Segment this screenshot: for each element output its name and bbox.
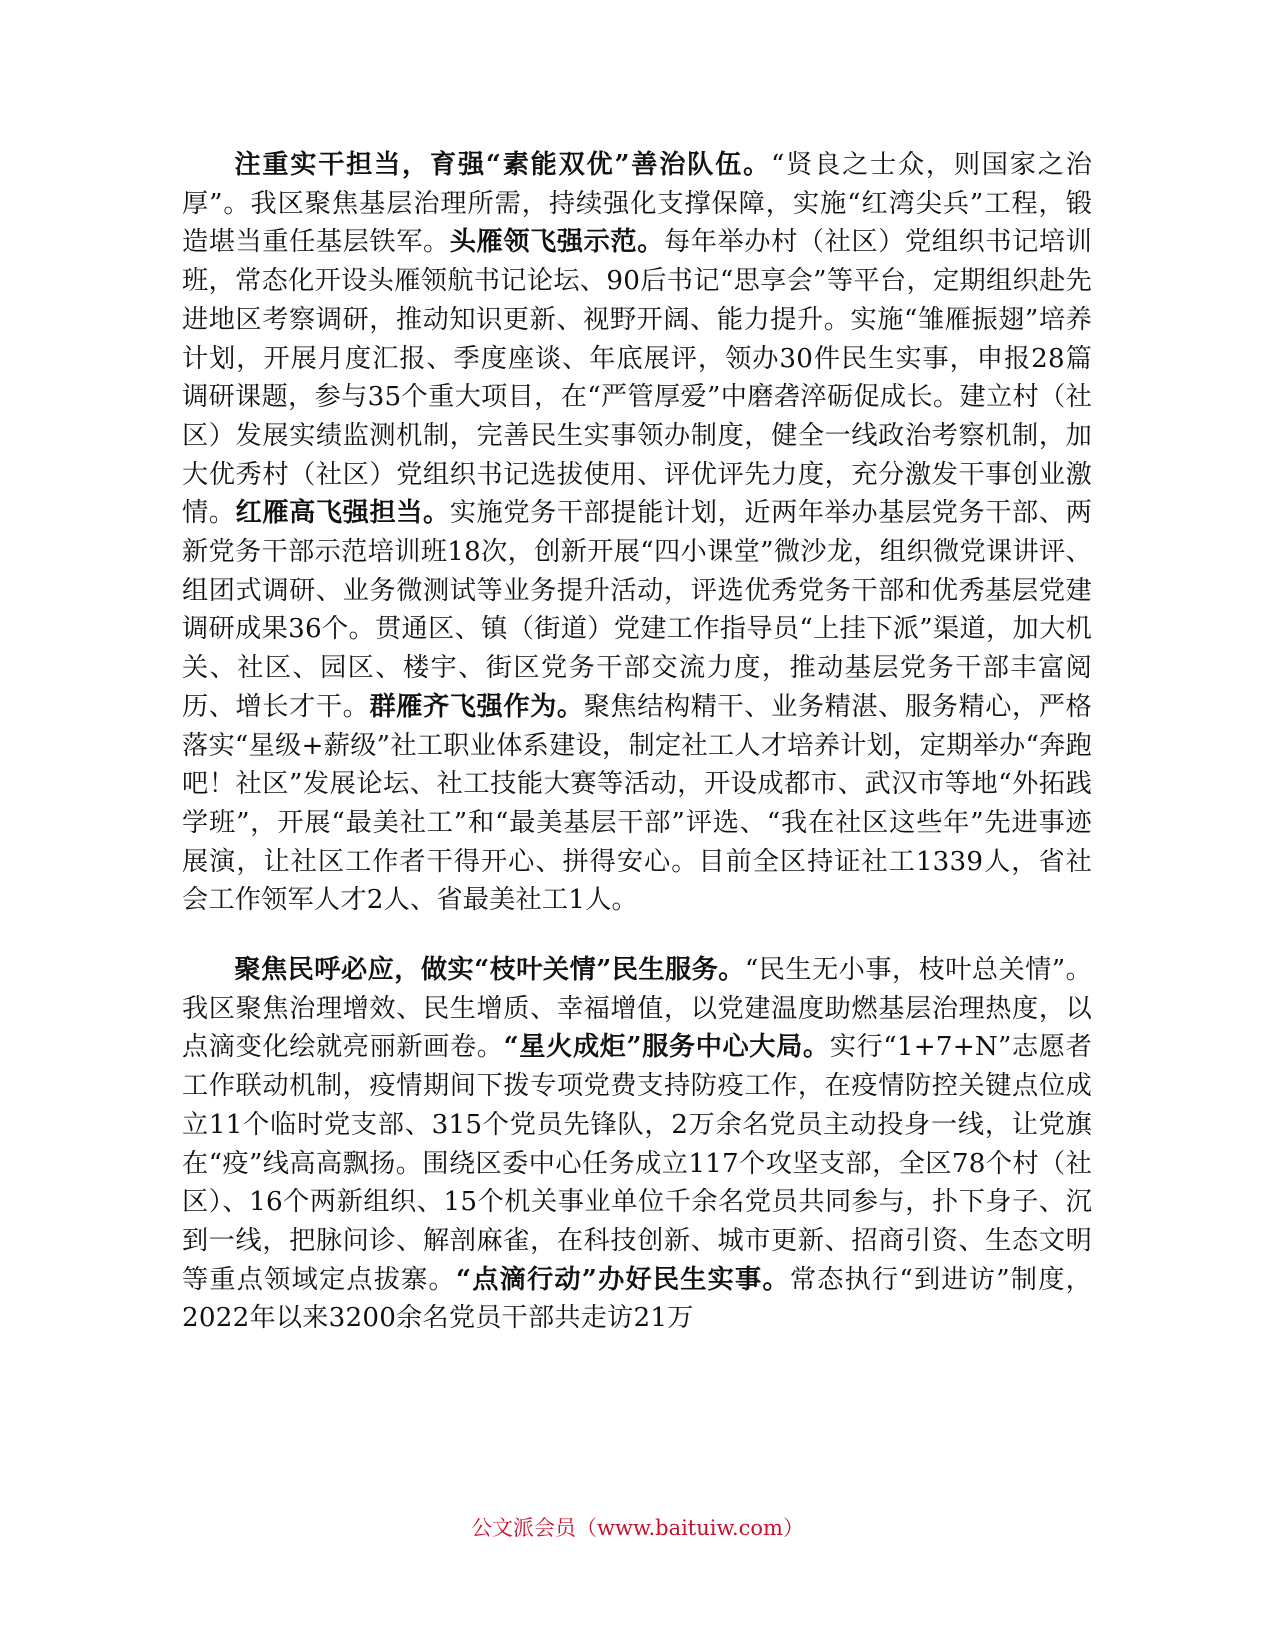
paragraph-2 xyxy=(182,951,1092,1338)
paragraph-1 xyxy=(182,146,1092,920)
body-run: “贤良之士众，则国家之治厚”。我区聚焦基层治理所需，持续强化支撑保障，实施“红湾尖兵”工程，锻造堪当重任基层铁军。 xyxy=(182,150,1093,258)
body-run: “民生无小事，枝叶总关情”。我区聚焦治理增效、民生增质、幸福增值，以党建温度助燃基层治理热度，以点滴变化绘就亮丽新画卷。 xyxy=(182,955,1093,1063)
body-run: 实施党务干部提能计划，近两年举办基层党务干部、两新党务干部示范培训班18次，创新开展“四小课堂”微沙龙，组织微党课讲评、组团式调研、业务微测试等业务提升活动，评选优秀党务干部和优秀基层党建调研成果36个。贯通区、镇（街道）党建工作指导员“上挂下派”渠道，加大机关、社区、园区、楼宇、街区党务干部交流力度，推动基层党务干部丰富阅历、增长才干。 xyxy=(182,498,1092,722)
heading-run: 注重实干担当，育强“素能双优”善治队伍。 xyxy=(234,149,772,180)
footer-watermark-link[interactable]: 公文派会员（www.baituiw.com） xyxy=(471,1516,804,1540)
subheading-run: 红雁高飞强担当。 xyxy=(235,497,450,529)
subheading-run: 头雁领飞强示范。 xyxy=(449,226,664,258)
subheading-run: “点滴行动”办好民生实事。 xyxy=(455,1263,790,1295)
document-body xyxy=(182,146,1092,1338)
subheading-run: 群雁齐飞强作为。 xyxy=(369,690,584,722)
body-run: 聚焦结构精干、业务精湛、服务精心，严格落实“星级+薪级”社工职业体系建设，制定社工人才培养计划，定期举办“奔跑吧！社区”发展论坛、社工技能大赛等活动，开设成都市、武汉市等地“外拓践学班”，开展“最美社工”和“最美基层干部”评选、“我在社区这些年”先进事迹展演，让社区工作者干得开心、拼得安心。目前全区持证社工1339人，省社会工作领军人才2人、省最美社工1人。 xyxy=(182,691,1092,916)
subheading-run: “星火成炬”服务中心大局。 xyxy=(503,1031,830,1063)
body-run: 实行“1+7+N”志愿者工作联动机制，疫情期间下拨专项党费支持防疫工作，在疫情防控关键点位成立11个临时党支部、315个党员先锋队，2万余名党员主动投身一线，让党旗在“疫”线高高飘扬。围绕区委中心任务成立117个攻坚支部，全区78个村（社区）、16个两新组织、15个机关事业单位千余名党员共同参与，扑下身子、沉到一线，把脉问诊、解剖麻雀，在科技创新、城市更新、招商引资、生态文明等重点领域定点拔寨。 xyxy=(182,1032,1092,1295)
body-run: 常态执行“到进访”制度，2022年以来3200余名党员干部共走访21万 xyxy=(182,1264,1092,1334)
heading-run: 聚焦民呼必应，做实“枝叶关情”民生服务。 xyxy=(234,954,745,986)
body-run: 每年举办村（社区）党组织书记培训班，常态化开设头雁领航书记论坛、90后书记“思享会”等平台，定期组织赴先进地区考察调研，推动知识更新、视野开阔、能力提升。实施“雏雁振翅”培养计划，开展月度汇报、季度座谈、年底展评，领办30件民生实事，申报28篇调研课题，参与35个重大项目，在“严管厚爱”中磨砻淬砺促成长。建立村（社区）发展实绩监测机制，完善民生实事领办制度，健全一线政治考察机制，加大优秀村（社区）党组织书记选拔使用、评优评先力度，充分激发干事创业激情。 xyxy=(182,227,1093,529)
